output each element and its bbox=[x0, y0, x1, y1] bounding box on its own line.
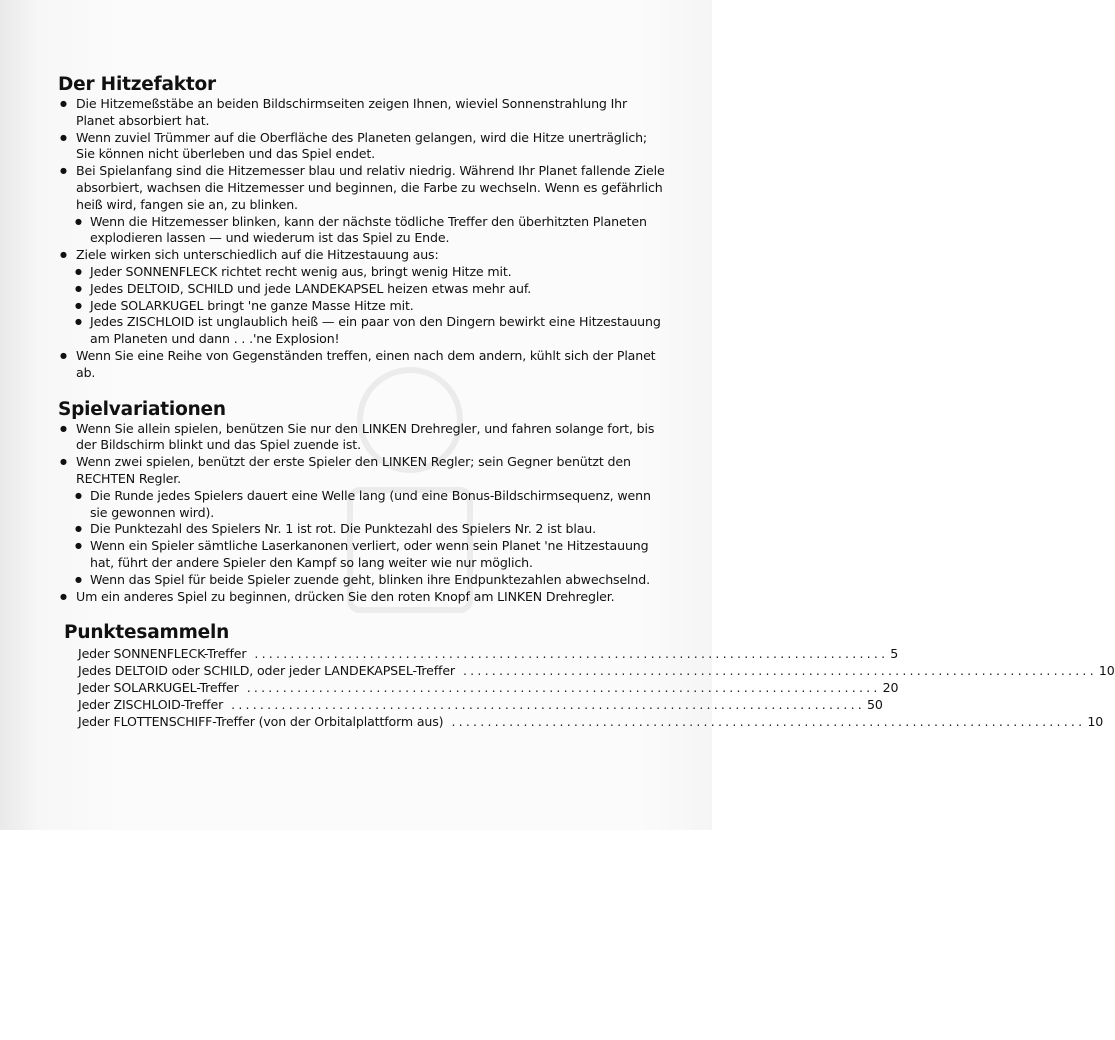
sub-bullet-list bbox=[58, 214, 668, 248]
score-label: Jeder FLOTTENSCHIFF-Treffer (von der Orbitalplattform aus) bbox=[78, 713, 444, 729]
score-label: Jeder ZISCHLOID-Treffer bbox=[78, 696, 224, 712]
dot-leader: ........................................................................................ bbox=[231, 696, 865, 712]
score-label: Jedes DELTOID oder SCHILD, oder jeder LANDEKAPSEL-Treffer bbox=[78, 663, 455, 679]
list-item-text: Bei Spielanfang sind die Hitzemesser blau und relativ niedrig. Während Ihr Planet fallende Ziele absorbiert, wachsen die Hitzemesser und beginnen, die Farbe zu wechseln. Wenn es gefährlich heiß wird, fangen sie an, zu blinken. bbox=[76, 163, 665, 212]
dot-leader: ........................................................................................ bbox=[451, 713, 1086, 729]
score-table bbox=[58, 646, 1115, 730]
dot-leader: ........................................................................................ bbox=[246, 679, 881, 695]
list-item: ● Um ein anderes Spiel zu beginnen, drücken Sie den roten Knopf am LINKEN Drehregler. bbox=[58, 589, 668, 606]
score-points: 10 bbox=[1087, 713, 1104, 729]
list-item: ● Wenn Sie allein spielen, benützen Sie nur den LINKEN Drehregler, und fahren solange fort, bis der Bildschirm blinkt und das Spiel zuende ist. bbox=[58, 421, 668, 455]
section-title: Der Hitzefaktor bbox=[58, 74, 216, 95]
sub-list-item: ● Wenn ein Spieler sämtliche Laserkanonen verliert, oder wenn sein Planet 'ne Hitzestauung hat, führt der andere Spieler den Kampf so lang weiter wie nur möglich. bbox=[58, 538, 668, 572]
sub-list-item: ● Wenn das Spiel für beide Spieler zuende geht, blinken ihre Endpunktezahlen abwechselnd. bbox=[58, 572, 668, 589]
sub-list-item: ● Jeder SONNENFLECK richtet recht wenig aus, bringt wenig Hitze mit. bbox=[58, 264, 668, 281]
list-item: ● Wenn zuviel Trümmer auf die Oberfläche des Planeten gelangen, wird die Hitze unerträglich; Sie können nicht überleben und das Spiel endet. bbox=[58, 130, 668, 164]
dot-leader: ........................................................................................ bbox=[254, 646, 889, 662]
section-title: Punktesammeln bbox=[64, 622, 230, 644]
manual-page bbox=[58, 74, 1115, 744]
score-points: 20 bbox=[882, 679, 899, 695]
list-item bbox=[58, 247, 668, 348]
sub-list-item: ● Jede SOLARKUGEL bringt 'ne ganze Masse Hitze mit. bbox=[58, 298, 668, 315]
score-row bbox=[78, 646, 899, 663]
sub-bullet-list bbox=[58, 264, 668, 348]
list-item bbox=[58, 454, 668, 588]
score-label: Jeder SOLARKUGEL-Treffer bbox=[78, 679, 239, 695]
sub-list-item: ● Die Runde jedes Spielers dauert eine Welle lang (und eine Bonus-Bildschirmsequenz, wenn sie gewonnen wird). bbox=[58, 488, 668, 522]
score-row bbox=[78, 696, 883, 714]
list-item-text: Ziele wirken sich unterschiedlich auf die Hitzestauung aus: bbox=[76, 247, 439, 263]
section-title: Spielvariationen bbox=[58, 398, 226, 420]
score-points: 50 bbox=[867, 696, 883, 712]
list-item: ● Wenn Sie eine Reihe von Gegenständen treffen, einen nach dem andern, kühlt sich der Planet ab. bbox=[58, 348, 668, 382]
dot-leader: ........................................................................................ bbox=[462, 663, 1097, 679]
list-item-text: Wenn zwei spielen, benützt der erste Spieler den LINKEN Regler; sein Gegner benützt den RECHTEN Regler. bbox=[76, 454, 631, 486]
sub-list-item: ● Jedes DELTOID, SCHILD und jede LANDEKAPSEL heizen etwas mehr auf. bbox=[58, 281, 668, 298]
list-item: ● Die Hitzemeßstäbe an beiden Bildschirmseiten zeigen Ihnen, wieviel Sonnenstrahlung Ihr Planet absorbiert hat. bbox=[58, 96, 668, 130]
sub-bullet-list bbox=[58, 488, 668, 589]
section-heat-factor bbox=[58, 74, 668, 382]
score-row bbox=[78, 663, 1115, 680]
score-row bbox=[78, 713, 1104, 731]
bullet-list bbox=[58, 421, 668, 606]
score-row bbox=[78, 679, 899, 697]
page-lower-area bbox=[0, 830, 712, 1040]
list-item bbox=[58, 163, 668, 247]
bullet-list bbox=[58, 96, 668, 382]
sub-list-item: ● Wenn die Hitzemesser blinken, kann der nächste tödliche Treffer den überhitzten Planeten explodieren lassen — und wiederum ist das Spiel zu Ende. bbox=[58, 214, 668, 248]
sub-list-item: ● Die Punktezahl des Spielers Nr. 1 ist rot. Die Punktezahl des Spielers Nr. 2 ist blau. bbox=[58, 521, 668, 538]
sub-list-item: ● Jedes ZISCHLOID ist unglaublich heiß — ein paar von den Dingern bewirkt eine Hitzestauung am Planeten und dann . . .'ne Explosion! bbox=[58, 314, 668, 348]
score-points: 10 bbox=[1098, 663, 1115, 679]
score-label: Jeder SONNENFLECK-Treffer bbox=[78, 646, 247, 662]
section-game-variations bbox=[58, 399, 668, 606]
section-scoring bbox=[58, 622, 1115, 730]
score-points: 5 bbox=[890, 646, 899, 662]
